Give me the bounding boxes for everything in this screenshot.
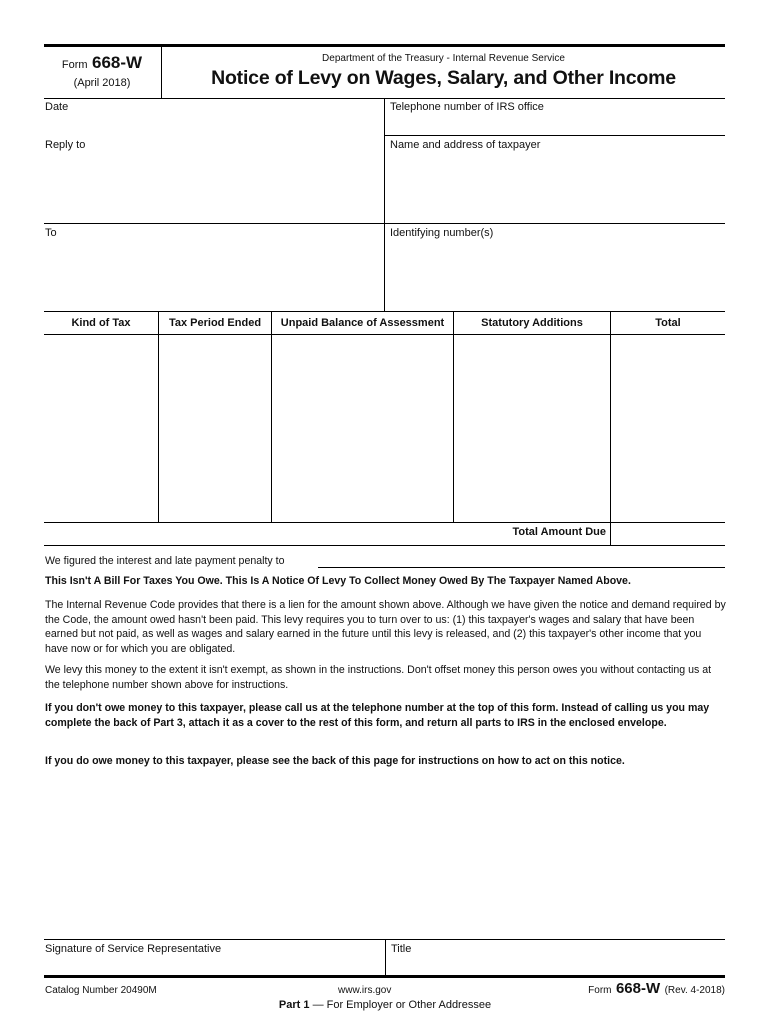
col-unpaid-balance: Unpaid Balance of Assessment (280, 317, 445, 329)
footer-revision: (Rev. 4-2018) (664, 985, 725, 996)
signature-field[interactable] (45, 957, 381, 973)
form-number: 668-W (92, 53, 143, 72)
date-label: Date (45, 101, 69, 113)
paragraph-lien: The Internal Revenue Code provides that there is a lien for the amount shown above. Although we have given the notice and demand required by the Code, the amount owed hasn't been paid. This levy requires you to turn over to us: (1) this taxpayer's wages and salary that have been earned but not paid, as well as wages and salary earned in the future until this levy is released, and (2) this taxpayer's other income that you have now or for which you are obligated. (45, 599, 726, 655)
telephone-label: Telephone number of IRS office (390, 101, 544, 113)
not-a-bill-notice: This Isn't A Bill For Taxes You Owe. This Is A Notice Of Levy To Collect Money Owed By The Taxpayer Named Above. (45, 575, 631, 587)
paragraph-dont-owe: If you don't owe money to this taxpayer, please call us at the telephone number at the top of this form. Instead of calling us you may complete the back of Part 3, attach it as a cover to the rest of this form, and return all parts to IRS in the enclosed envelope. (45, 702, 710, 729)
catalog-number: Catalog Number 20490M (45, 985, 157, 996)
part-label-line (0, 999, 770, 1011)
table-body-rule (44, 522, 725, 523)
interest-line-label: We figured the interest and late payment penalty to (45, 555, 285, 567)
top-rule (44, 44, 725, 47)
part-text: — For Employer or Other Addressee (312, 999, 492, 1011)
statutory-additions-cell[interactable] (454, 336, 609, 520)
reply-to-field[interactable] (45, 152, 381, 220)
footer-form-number: 668-W (615, 980, 661, 997)
total-amount-due-field[interactable] (611, 524, 724, 544)
total-cell[interactable] (611, 336, 724, 520)
interest-underline (318, 567, 725, 568)
paragraph-do-owe: If you do owe money to this taxpayer, please see the back of this page for instructions on how to act on this notice. (45, 755, 625, 767)
footer-form-prefix: Form (588, 985, 612, 996)
col-statutory-additions: Statutory Additions (481, 317, 583, 329)
paragraph-exempt: We levy this money to the extent it isn't exempt, as shown in the instructions. Don't offset money this person owes you without contacting us at the telephone number shown above for instructions. (45, 664, 712, 691)
to-label: To (45, 227, 57, 239)
fields-divider (384, 98, 385, 311)
footer-form-id (588, 980, 725, 998)
unpaid-balance-cell[interactable] (272, 336, 452, 520)
total-amount-due-label: Total Amount Due (512, 526, 606, 538)
reply-row-rule (44, 223, 725, 224)
date-row-rule (385, 135, 725, 136)
taxpayer-field[interactable] (390, 152, 722, 220)
date-row-rule-left (44, 135, 385, 136)
reply-to-label: Reply to (45, 139, 86, 151)
kind-of-tax-cell[interactable] (45, 336, 157, 520)
date-field[interactable] (45, 114, 381, 134)
table-header-rule (44, 334, 725, 335)
signature-divider (385, 939, 386, 975)
form-date: (April 2018) (73, 77, 131, 89)
col-tax-period: Tax Period Ended (168, 317, 262, 329)
tax-period-cell[interactable] (159, 336, 270, 520)
signature-label: Signature of Service Representative (45, 943, 222, 955)
col-total: Total (655, 317, 681, 329)
col-kind-of-tax: Kind of Tax (71, 317, 131, 329)
telephone-field[interactable] (390, 114, 722, 134)
total-row-rule (44, 545, 725, 546)
to-field[interactable] (45, 240, 381, 308)
table-top-rule (44, 311, 725, 312)
interest-amount-field[interactable] (318, 553, 725, 567)
signature-bottom-rule (44, 975, 725, 978)
taxpayer-label: Name and address of taxpayer (390, 139, 541, 151)
agency-name: Department of the Treasury - Internal Revenue Service (322, 53, 565, 64)
title-label: Title (391, 943, 412, 955)
identifying-field[interactable] (390, 240, 722, 308)
part-label: Part 1 (278, 999, 310, 1011)
website: www.irs.gov (338, 985, 392, 996)
title-field[interactable] (391, 957, 721, 973)
identifying-label: Identifying number(s) (390, 227, 494, 239)
form-number-block (44, 53, 160, 73)
form-prefix: Form (61, 59, 88, 71)
page-title: Notice of Levy on Wages, Salary, and Other Income (211, 67, 676, 89)
